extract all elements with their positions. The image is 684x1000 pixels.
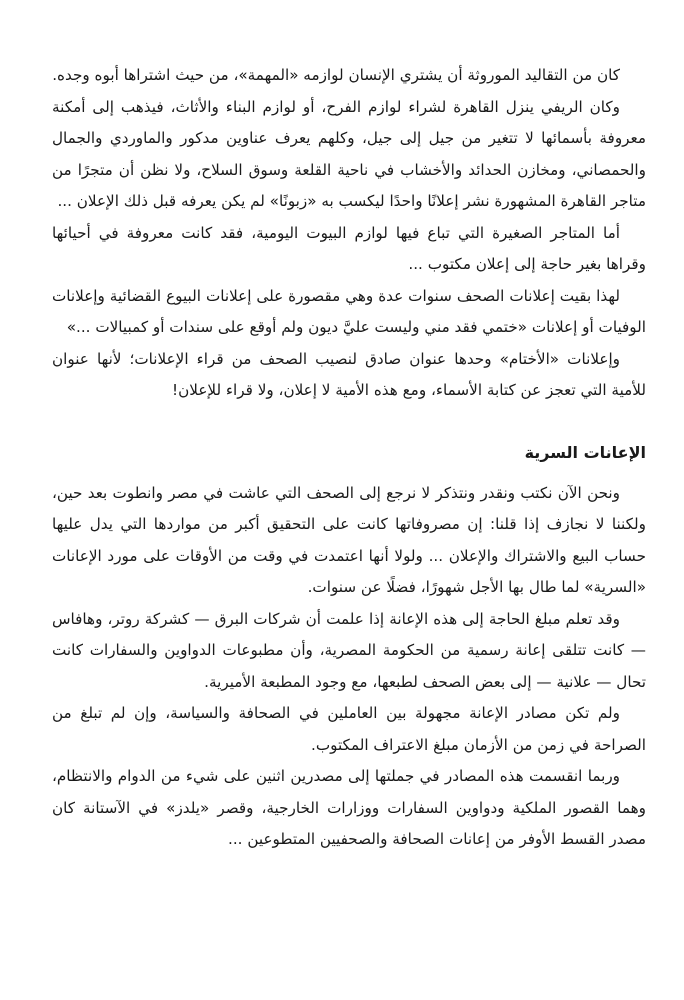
paragraph-newspaper-expenses: ونحن الآن نكتب ونقدر ونتذكر لا نرجع إلى الصحف التي عاشت في مصر وانطوت بعد حين، ولكننا لا نجازف إذا قلنا: إن مصروفاتها كانت على التحقيق أكبر من مواردها التي يدل عليها حساب البيع والاشتراك والإعلان ... ولولا أنها اعتمدت في وقت من الأوقات على مورد الإعانات «السرية» لما طال بها الأجل شهورًا، فضلًا عن سنوات. [52,483,646,596]
paragraph-seal-ads: وإعلانات «الأختام» وحدها عنوان صادق لنصيب الصحف من قراء الإعلانات؛ لأنها عنوان للأمية التي تعجز عن كتابة الأسماء، ومع هذه الأمية لا إعلان، ولا قراء للإعلان! [52,349,646,399]
document-page [52,60,646,856]
paragraph-newspaper-ads: لهذا بقيت إعلانات الصحف سنوات عدة وهي مقصورة على إعلانات البيوع القضائية وإعلانات الوفيات أو إعلانات «ختمي فقد مني وليست عليَّ ديون ولم أوقع على سندات أو كمبيالات ...» [52,286,646,336]
paragraph-telegraph-companies: وقد تعلم مبلغ الحاجة إلى هذه الإعانة إذا علمت أن شركات البرق — كشركة روتر، وهافاس — كانت تتلقى إعانة رسمية من الحكومة المصرية، وأن مطبوعات الدواوين والسفارات كانت تحال — علانية — إلى بعض الصحف لطبعها، مع وجود المطبعة الأميرية. [52,609,646,691]
paragraph-two-sources: وربما انقسمت هذه المصادر في جملتها إلى مصدرين اثنين على شيء من الدوام والانتظام، وهما القصور الملكية ودواوين السفارات ووزارات الخارجية، وقصر «يلدز» في الآستانة كان مصدر القسط الأوفر من إعانات الصحافة والصحفيين المتطوعين ... [52,767,646,848]
paragraph-inherited-traditions: كان من التقاليد الموروثة أن يشتري الإنسان لوازمه «المهمة»، من حيث اشتراها أبوه وجده. [52,66,620,84]
paragraph-subsidy-sources: ولم تكن مصادر الإعانة مجهولة بين العاملين في الصحافة والسياسة، وإن لم تبلغ من الصراحة في زمن من الأزمان مبلغ الاعتراف المكتوب. [52,704,646,754]
paragraph-rural-visitor: وكان الريفي ينزل القاهرة لشراء لوازم الفرح، أو لوازم البناء والأثاث، فيذهب إلى أمكنة معروفة بأسمائها لا تتغير من جيل إلى جيل، وكلهم يعرف عناوين مدكور والماوردي والجمال والحمصاني، ومخازن الحدائد والأخشاب في ناحية القلعة وسوق السلاح، ولا نظن أن متجرًا من متاجر القاهرة المشهورة نشر إعلانًا واحدًا ليكسب به «زبونًا» لم يكن يعرفه قبل ذلك الإعلان ... [52,97,646,210]
paragraph-small-shops: أما المتاجر الصغيرة التي تباع فيها لوازم البيوت اليومية، فقد كانت معروفة في أحيائها وقراها بغير حاجة إلى إعلان مكتوب ... [52,223,646,273]
section-heading-secret-subsidies: الإعانات السرية [524,442,646,462]
